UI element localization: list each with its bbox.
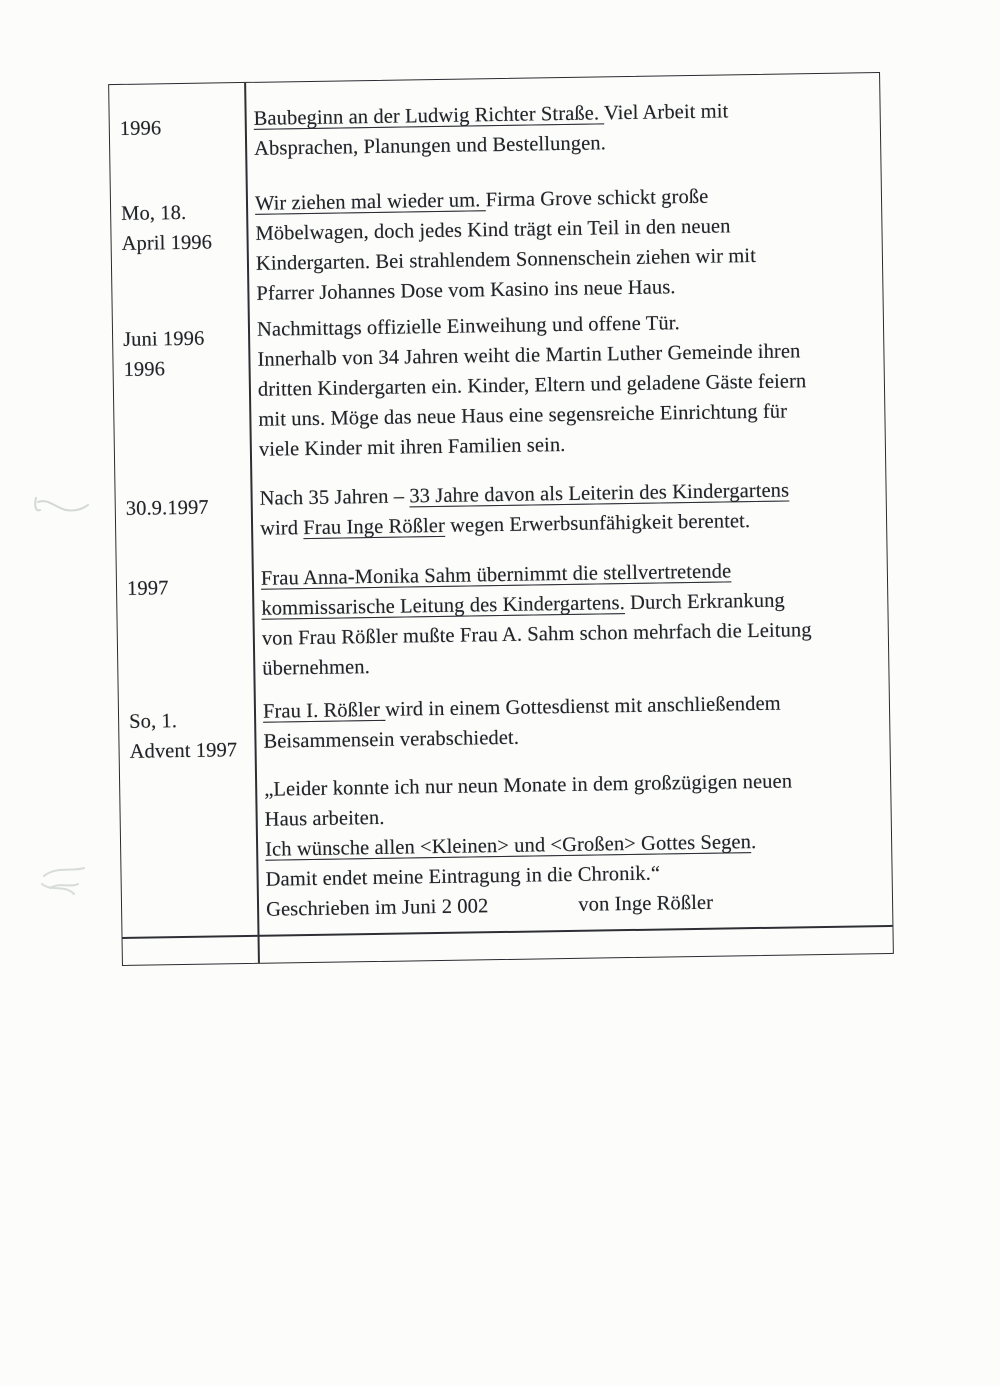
text-segment: viele Kinder mit ihren Familien sein. bbox=[258, 433, 566, 461]
text-segment: Möbelwagen, doch jedes Kind trägt ein Teil in den neuen bbox=[255, 215, 731, 245]
chronicle-entry bbox=[120, 765, 890, 927]
text-segment: Geschrieben im Juni 2 002 bbox=[265, 895, 489, 921]
text-segment: mit uns. Möge das neue Haus eine segensreiche Einrichtung für bbox=[258, 400, 788, 431]
entry-date-line: So, 1. bbox=[128, 710, 178, 733]
entry-date-cell bbox=[119, 697, 255, 767]
text-segment: von Inge Rößler bbox=[578, 891, 714, 916]
chronicle-table bbox=[108, 72, 894, 966]
text-segment: übernehmen. bbox=[262, 656, 371, 680]
text-segment: Nach 35 Jahren – bbox=[259, 485, 410, 510]
underlined-text: Baubeginn an der Ludwig Richter Straße. bbox=[253, 102, 605, 130]
text-segment: Durch Erkrankung bbox=[624, 589, 785, 615]
chronicle-entry bbox=[113, 305, 883, 467]
pencil-mark bbox=[28, 486, 92, 528]
underlined-text: 33 Jahre davon als Leiterin des Kindergartens bbox=[409, 479, 790, 508]
text-segment: Innerhalb von 34 Jahren weiht die Martin Luther Gemeinde ihren bbox=[257, 340, 801, 371]
text-segment: . bbox=[750, 831, 757, 854]
chronicle-entry bbox=[119, 687, 888, 767]
entry-body-cell bbox=[255, 765, 890, 925]
entry-date-line: April 1996 bbox=[121, 231, 213, 255]
text-segment: Absprachen, Planungen und Bestellungen. bbox=[253, 132, 607, 160]
underlined-text: kommissarische Leitung des Kindergartens. bbox=[261, 592, 626, 620]
table-entries bbox=[109, 73, 893, 965]
entry-date-line: 1997 bbox=[126, 577, 169, 600]
entry-date-line: Advent 1997 bbox=[129, 739, 238, 763]
text-segment: wegen Erwerbsunfähigkeit berentet. bbox=[444, 510, 751, 537]
underlined-text: Frau I. Rößler bbox=[262, 698, 386, 723]
pencil-mark bbox=[30, 858, 96, 910]
entry-body-cell bbox=[250, 474, 884, 544]
text-segment: „Leider konnte ich nur neun Monate in dem großzügigen neuen bbox=[264, 770, 793, 801]
underlined-text: Ich wünsche allen <Kleinen> und <Großen> Gottes Segen bbox=[264, 831, 752, 861]
chronicle-entry bbox=[111, 179, 881, 311]
text-segment: Beisammensein verabschiedet. bbox=[263, 726, 520, 753]
entry-body-cell bbox=[254, 687, 888, 757]
entry-date-cell bbox=[117, 564, 253, 604]
chronicle-entry bbox=[109, 94, 878, 166]
entry-date-cell bbox=[113, 315, 249, 385]
entry-date-line: Mo, 18. bbox=[120, 201, 187, 225]
text-segment: Firma Grove schickt große bbox=[485, 185, 709, 212]
entry-date-line: 1996 bbox=[123, 358, 166, 381]
text-segment: Pfarrer Johannes Dose vom Kasino ins neue Haus. bbox=[256, 276, 676, 305]
entry-date-cell bbox=[120, 775, 255, 785]
text-segment: Haus arbeiten. bbox=[264, 806, 385, 831]
underlined-text: Frau Anna-Monika Sahm übernimmt die stellvertretende bbox=[260, 560, 732, 590]
text-segment: dritten Kindergarten ein. Kinder, Eltern und geladene Gäste feiern bbox=[257, 370, 807, 401]
entry-body-cell bbox=[246, 179, 881, 309]
text-segment: wird in einem Gottesdienst mit anschließendem bbox=[385, 692, 781, 721]
entry-date-line: 30.9.1997 bbox=[125, 496, 209, 520]
text-segment: Damit endet meine Eintragung in die Chronik.“ bbox=[265, 862, 661, 891]
text-segment: Viel Arbeit mit bbox=[603, 100, 729, 125]
chronicle-entry bbox=[117, 554, 887, 686]
text-segment: wird bbox=[259, 517, 304, 540]
entry-body-cell bbox=[252, 554, 887, 684]
text-segment: Nachmittags offizielle Einweihung und offene Tür. bbox=[256, 312, 680, 341]
text-segment: Kindergarten. Bei strahlendem Sonnenschein ziehen wir mit bbox=[255, 244, 757, 275]
entry-date-line: Juni 1996 bbox=[122, 327, 205, 351]
entry-date-cell bbox=[109, 104, 245, 144]
underlined-text: Wir ziehen mal wieder um. bbox=[254, 189, 486, 215]
underlined-text: Frau Inge Rößler bbox=[303, 514, 446, 540]
chronicle-entry bbox=[115, 474, 884, 546]
entry-date-cell bbox=[111, 189, 247, 259]
text-segment: von Frau Rößler mußte Frau A. Sahm schon mehrfach die Leitung bbox=[261, 619, 812, 650]
entry-date-line: 1996 bbox=[119, 117, 162, 140]
entry-body-cell bbox=[248, 305, 883, 465]
entry-date-cell bbox=[115, 484, 251, 524]
entry-body-cell bbox=[244, 94, 878, 164]
